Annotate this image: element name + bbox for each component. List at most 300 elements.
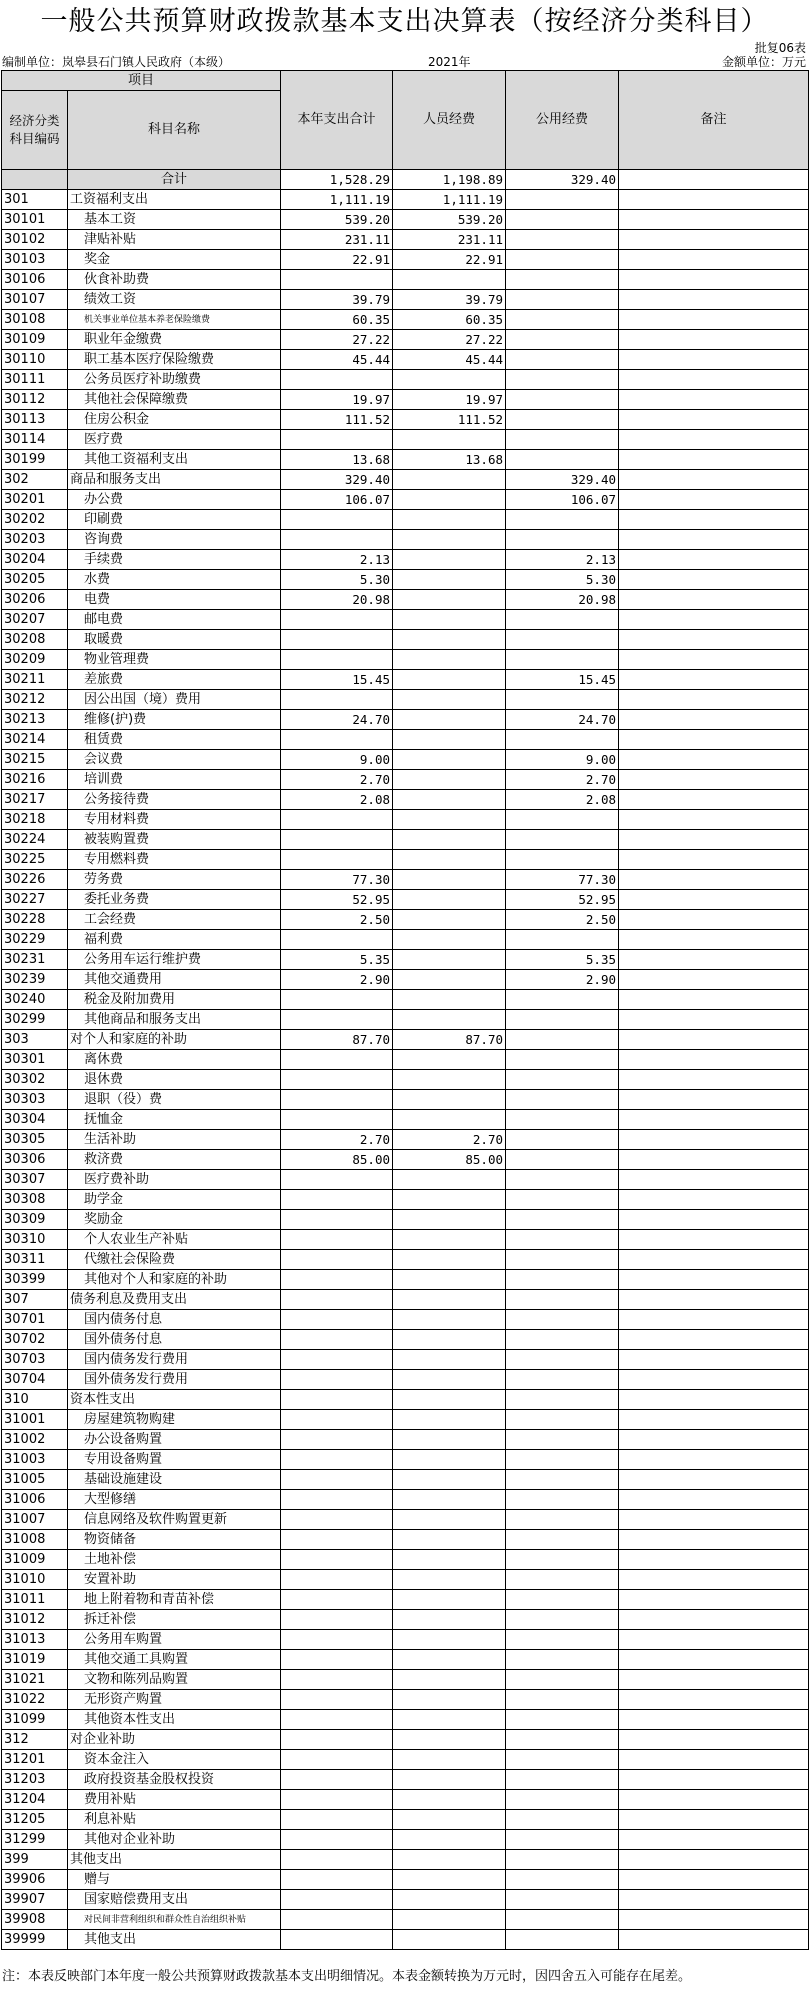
row-name: 手续费 xyxy=(68,550,281,570)
row-name: 医疗费补助 xyxy=(68,1170,281,1190)
table-row xyxy=(2,490,809,510)
row-code: 30109 xyxy=(2,330,68,350)
row-total xyxy=(281,730,393,750)
row-code: 31012 xyxy=(2,1610,68,1630)
row-code: 30106 xyxy=(2,270,68,290)
row-personnel xyxy=(393,790,506,810)
amount-unit: 金额单位：万元 xyxy=(721,55,806,69)
row-name: 救济费 xyxy=(68,1150,281,1170)
table-row xyxy=(2,890,809,910)
row-remark xyxy=(619,950,809,970)
row-public xyxy=(506,1030,619,1050)
row-remark xyxy=(619,1630,809,1650)
table-row xyxy=(2,1190,809,1210)
row-code: 30704 xyxy=(2,1370,68,1390)
table-row xyxy=(2,1710,809,1730)
row-code: 31205 xyxy=(2,1810,68,1830)
row-total xyxy=(281,1750,393,1770)
row-name: 国外债务发行费用 xyxy=(68,1370,281,1390)
row-name: 公务用车运行维护费 xyxy=(68,950,281,970)
table-row xyxy=(2,1450,809,1470)
row-code: 399 xyxy=(2,1850,68,1870)
row-code: 30217 xyxy=(2,790,68,810)
row-personnel xyxy=(393,770,506,790)
row-remark xyxy=(619,1810,809,1830)
row-name: 办公费 xyxy=(68,490,281,510)
row-public xyxy=(506,830,619,850)
row-public xyxy=(506,1570,619,1590)
table-row xyxy=(2,1670,809,1690)
row-public: 2.90 xyxy=(506,970,619,990)
row-public xyxy=(506,370,619,390)
row-code: 30110 xyxy=(2,350,68,370)
row-public: 106.07 xyxy=(506,490,619,510)
row-code: 30306 xyxy=(2,1150,68,1170)
row-public xyxy=(506,1750,619,1770)
row-total xyxy=(281,1290,393,1310)
row-name: 赠与 xyxy=(68,1870,281,1890)
row-name: 政府投资基金股权投资 xyxy=(68,1770,281,1790)
table-row xyxy=(2,970,809,990)
row-personnel xyxy=(393,890,506,910)
row-code: 30299 xyxy=(2,1010,68,1030)
row-code: 30228 xyxy=(2,910,68,930)
row-public xyxy=(506,1530,619,1550)
row-public: 9.00 xyxy=(506,750,619,770)
row-personnel xyxy=(393,430,506,450)
row-code: 30303 xyxy=(2,1090,68,1110)
row-total xyxy=(281,1850,393,1870)
row-name: 对民间非营利组织和群众性自治组织补贴 xyxy=(68,1910,281,1930)
row-code: 30107 xyxy=(2,290,68,310)
row-public: 5.35 xyxy=(506,950,619,970)
row-code: 31001 xyxy=(2,1410,68,1430)
row-remark xyxy=(619,1290,809,1310)
row-public xyxy=(506,1610,619,1630)
table-row xyxy=(2,990,809,1010)
row-name: 物资储备 xyxy=(68,1530,281,1550)
row-total: 19.97 xyxy=(281,390,393,410)
table-row xyxy=(2,1690,809,1710)
row-name: 医疗费 xyxy=(68,430,281,450)
row-name: 地上附着物和青苗补偿 xyxy=(68,1590,281,1610)
table-row xyxy=(2,850,809,870)
row-personnel xyxy=(393,1550,506,1570)
table-row xyxy=(2,690,809,710)
row-code: 30113 xyxy=(2,410,68,430)
row-remark xyxy=(619,1110,809,1130)
table-row xyxy=(2,670,809,690)
row-personnel xyxy=(393,530,506,550)
row-total xyxy=(281,1410,393,1430)
row-total xyxy=(281,270,393,290)
row-remark xyxy=(619,1210,809,1230)
row-code: 31011 xyxy=(2,1590,68,1610)
row-name: 土地补偿 xyxy=(68,1550,281,1570)
row-code: 31299 xyxy=(2,1830,68,1850)
row-personnel xyxy=(393,970,506,990)
row-public xyxy=(506,350,619,370)
row-code: 30310 xyxy=(2,1230,68,1250)
row-total: 85.00 xyxy=(281,1150,393,1170)
row-total xyxy=(281,1050,393,1070)
header-remark: 备注 xyxy=(619,71,809,170)
table-row xyxy=(2,1250,809,1270)
row-code: 30211 xyxy=(2,670,68,690)
row-personnel xyxy=(393,490,506,510)
row-name: 其他交通工具购置 xyxy=(68,1650,281,1670)
row-total xyxy=(281,1170,393,1190)
row-personnel xyxy=(393,1830,506,1850)
row-code: 39908 xyxy=(2,1910,68,1930)
table-row xyxy=(2,730,809,750)
row-personnel xyxy=(393,1870,506,1890)
row-total xyxy=(281,1250,393,1270)
row-code: 30224 xyxy=(2,830,68,850)
row-name: 其他支出 xyxy=(68,1930,281,1950)
row-name: 专用设备购置 xyxy=(68,1450,281,1470)
table-row xyxy=(2,250,809,270)
table-row xyxy=(2,590,809,610)
row-total xyxy=(281,1910,393,1930)
row-public xyxy=(506,530,619,550)
table-row xyxy=(2,1430,809,1450)
row-name: 伙食补助费 xyxy=(68,270,281,290)
row-name: 大型修缮 xyxy=(68,1490,281,1510)
row-personnel: 539.20 xyxy=(393,210,506,230)
table-row xyxy=(2,910,809,930)
table-row xyxy=(2,210,809,230)
unit-label: 编制单位：岚皋县石门镇人民政府（本级） xyxy=(2,55,231,69)
row-total: 45.44 xyxy=(281,350,393,370)
row-name: 专用材料费 xyxy=(68,810,281,830)
row-code: 30207 xyxy=(2,610,68,630)
row-remark xyxy=(619,690,809,710)
row-code: 31022 xyxy=(2,1690,68,1710)
row-remark xyxy=(619,1770,809,1790)
row-remark xyxy=(619,1130,809,1150)
row-code: 312 xyxy=(2,1730,68,1750)
row-personnel xyxy=(393,930,506,950)
row-remark xyxy=(619,770,809,790)
row-name: 其他交通费用 xyxy=(68,970,281,990)
row-public xyxy=(506,1130,619,1150)
row-personnel xyxy=(393,470,506,490)
row-public xyxy=(506,1870,619,1890)
row-code: 30227 xyxy=(2,890,68,910)
row-public xyxy=(506,1930,619,1950)
row-personnel xyxy=(393,710,506,730)
table-row xyxy=(2,1230,809,1250)
row-total xyxy=(281,850,393,870)
row-personnel xyxy=(393,1770,506,1790)
row-total: 5.30 xyxy=(281,570,393,590)
row-code: 30702 xyxy=(2,1330,68,1350)
row-remark xyxy=(619,1350,809,1370)
row-public xyxy=(506,310,619,330)
total-personnel: 1,198.89 xyxy=(393,170,506,190)
row-total xyxy=(281,1690,393,1710)
row-personnel xyxy=(393,1730,506,1750)
row-code: 30214 xyxy=(2,730,68,750)
row-code: 39999 xyxy=(2,1930,68,1950)
row-name: 公务用车购置 xyxy=(68,1630,281,1650)
row-personnel xyxy=(393,1710,506,1730)
table-row xyxy=(2,410,809,430)
row-personnel xyxy=(393,1390,506,1410)
row-name: 信息网络及软件购置更新 xyxy=(68,1510,281,1530)
row-name: 职工基本医疗保险缴费 xyxy=(68,350,281,370)
table-row xyxy=(2,1770,809,1790)
row-code: 30111 xyxy=(2,370,68,390)
table-row xyxy=(2,1470,809,1490)
row-personnel xyxy=(393,1890,506,1910)
row-code: 30201 xyxy=(2,490,68,510)
row-name: 拆迁补偿 xyxy=(68,1610,281,1630)
row-public xyxy=(506,1170,619,1190)
row-public xyxy=(506,1070,619,1090)
row-personnel xyxy=(393,1310,506,1330)
row-personnel: 27.22 xyxy=(393,330,506,350)
row-code: 31203 xyxy=(2,1770,68,1790)
row-personnel xyxy=(393,1510,506,1530)
row-personnel: 87.70 xyxy=(393,1030,506,1050)
table-row xyxy=(2,550,809,570)
row-code: 31099 xyxy=(2,1710,68,1730)
table-row xyxy=(2,1910,809,1930)
row-name: 税金及附加费用 xyxy=(68,990,281,1010)
table-row xyxy=(2,1150,809,1170)
table-row xyxy=(2,1630,809,1650)
row-code: 30311 xyxy=(2,1250,68,1270)
row-personnel xyxy=(393,910,506,930)
row-personnel xyxy=(393,1050,506,1070)
row-name: 无形资产购置 xyxy=(68,1690,281,1710)
row-public xyxy=(506,450,619,470)
row-remark xyxy=(619,190,809,210)
row-remark xyxy=(619,1230,809,1250)
row-code: 30202 xyxy=(2,510,68,530)
row-remark xyxy=(619,1150,809,1170)
row-remark xyxy=(619,750,809,770)
row-total xyxy=(281,1590,393,1610)
row-code: 30304 xyxy=(2,1110,68,1130)
row-personnel xyxy=(393,610,506,630)
row-personnel xyxy=(393,1370,506,1390)
table-row xyxy=(2,1070,809,1090)
row-personnel xyxy=(393,1470,506,1490)
row-total xyxy=(281,1230,393,1250)
row-personnel: 22.91 xyxy=(393,250,506,270)
row-remark xyxy=(619,670,809,690)
row-public xyxy=(506,1510,619,1530)
row-personnel xyxy=(393,1910,506,1930)
row-name: 退休费 xyxy=(68,1070,281,1090)
row-public xyxy=(506,410,619,430)
row-total: 27.22 xyxy=(281,330,393,350)
row-total: 13.68 xyxy=(281,450,393,470)
row-name: 房屋建筑物购建 xyxy=(68,1410,281,1430)
table-row xyxy=(2,1510,809,1530)
row-public: 2.08 xyxy=(506,790,619,810)
row-remark xyxy=(619,1450,809,1470)
row-personnel xyxy=(393,1210,506,1230)
row-remark xyxy=(619,430,809,450)
row-personnel xyxy=(393,1610,506,1630)
row-public xyxy=(506,1630,619,1650)
row-name: 其他资本性支出 xyxy=(68,1710,281,1730)
row-public xyxy=(506,930,619,950)
table-row xyxy=(2,810,809,830)
row-public xyxy=(506,1370,619,1390)
row-public: 24.70 xyxy=(506,710,619,730)
row-code: 30102 xyxy=(2,230,68,250)
row-personnel xyxy=(393,1850,506,1870)
table-row xyxy=(2,830,809,850)
table-row xyxy=(2,870,809,890)
row-remark xyxy=(619,1890,809,1910)
row-name: 资本性支出 xyxy=(68,1390,281,1410)
row-public xyxy=(506,1490,619,1510)
row-total: 2.08 xyxy=(281,790,393,810)
row-total xyxy=(281,1330,393,1350)
row-name: 国外债务付息 xyxy=(68,1330,281,1350)
table-row xyxy=(2,630,809,650)
row-personnel xyxy=(393,510,506,530)
row-total xyxy=(281,690,393,710)
row-personnel xyxy=(393,1530,506,1550)
row-total: 87.70 xyxy=(281,1030,393,1050)
row-public xyxy=(506,650,619,670)
table-row xyxy=(2,1570,809,1590)
row-total xyxy=(281,650,393,670)
row-personnel xyxy=(393,1350,506,1370)
row-personnel xyxy=(393,570,506,590)
row-code: 301 xyxy=(2,190,68,210)
row-remark xyxy=(619,1910,809,1930)
header-row-1 xyxy=(2,71,809,91)
row-total: 2.70 xyxy=(281,1130,393,1150)
row-code: 31007 xyxy=(2,1510,68,1530)
row-remark xyxy=(619,590,809,610)
row-code: 30399 xyxy=(2,1270,68,1290)
row-code: 30205 xyxy=(2,570,68,590)
row-remark xyxy=(619,450,809,470)
row-name: 福利费 xyxy=(68,930,281,950)
row-code: 31204 xyxy=(2,1790,68,1810)
row-remark xyxy=(619,910,809,930)
row-name: 机关事业单位基本养老保险缴费 xyxy=(68,310,281,330)
row-personnel xyxy=(393,1490,506,1510)
row-personnel xyxy=(393,1430,506,1450)
row-remark xyxy=(619,270,809,290)
row-remark xyxy=(619,250,809,270)
row-remark xyxy=(619,290,809,310)
row-name: 工会经费 xyxy=(68,910,281,930)
row-personnel: 13.68 xyxy=(393,450,506,470)
table-row xyxy=(2,190,809,210)
row-public xyxy=(506,850,619,870)
row-public xyxy=(506,430,619,450)
row-total xyxy=(281,1450,393,1470)
table-row xyxy=(2,1330,809,1350)
row-code: 31005 xyxy=(2,1470,68,1490)
row-remark xyxy=(619,410,809,430)
row-public xyxy=(506,1410,619,1430)
row-remark xyxy=(619,1850,809,1870)
row-public xyxy=(506,1290,619,1310)
row-personnel xyxy=(393,1810,506,1830)
row-code: 30301 xyxy=(2,1050,68,1070)
row-public xyxy=(506,1670,619,1690)
row-public xyxy=(506,210,619,230)
table-row xyxy=(2,930,809,950)
table-row xyxy=(2,370,809,390)
row-public xyxy=(506,250,619,270)
row-remark xyxy=(619,390,809,410)
row-code: 30208 xyxy=(2,630,68,650)
table-row xyxy=(2,1030,809,1050)
row-remark xyxy=(619,330,809,350)
row-name: 国内债务发行费用 xyxy=(68,1350,281,1370)
row-remark xyxy=(619,930,809,950)
row-code: 30203 xyxy=(2,530,68,550)
row-personnel xyxy=(393,830,506,850)
row-name: 专用燃料费 xyxy=(68,850,281,870)
total-label: 合计 xyxy=(68,170,281,190)
row-personnel: 85.00 xyxy=(393,1150,506,1170)
row-total xyxy=(281,1670,393,1690)
row-name: 咨询费 xyxy=(68,530,281,550)
table-row xyxy=(2,1210,809,1230)
row-total xyxy=(281,1470,393,1490)
row-total: 539.20 xyxy=(281,210,393,230)
row-total xyxy=(281,1630,393,1650)
table-row xyxy=(2,1090,809,1110)
table-row xyxy=(2,1010,809,1030)
row-remark xyxy=(619,990,809,1010)
row-remark xyxy=(619,710,809,730)
row-remark xyxy=(619,830,809,850)
row-name: 被装购置费 xyxy=(68,830,281,850)
table-row xyxy=(2,570,809,590)
row-public xyxy=(506,690,619,710)
row-remark xyxy=(619,550,809,570)
row-code: 30199 xyxy=(2,450,68,470)
row-total xyxy=(281,930,393,950)
row-code: 31008 xyxy=(2,1530,68,1550)
row-name: 国家赔偿费用支出 xyxy=(68,1890,281,1910)
table-row xyxy=(2,1650,809,1670)
row-remark xyxy=(619,1670,809,1690)
row-total xyxy=(281,1270,393,1290)
row-name: 绩效工资 xyxy=(68,290,281,310)
row-name: 工资福利支出 xyxy=(68,190,281,210)
row-personnel xyxy=(393,1190,506,1210)
row-total xyxy=(281,1650,393,1670)
row-remark xyxy=(619,530,809,550)
row-remark xyxy=(619,730,809,750)
row-public xyxy=(506,1270,619,1290)
row-personnel xyxy=(393,630,506,650)
table-row xyxy=(2,510,809,530)
row-code: 31021 xyxy=(2,1670,68,1690)
row-name: 利息补贴 xyxy=(68,1810,281,1830)
row-personnel xyxy=(393,810,506,830)
row-total: 2.13 xyxy=(281,550,393,570)
row-code: 30108 xyxy=(2,310,68,330)
row-remark xyxy=(619,890,809,910)
